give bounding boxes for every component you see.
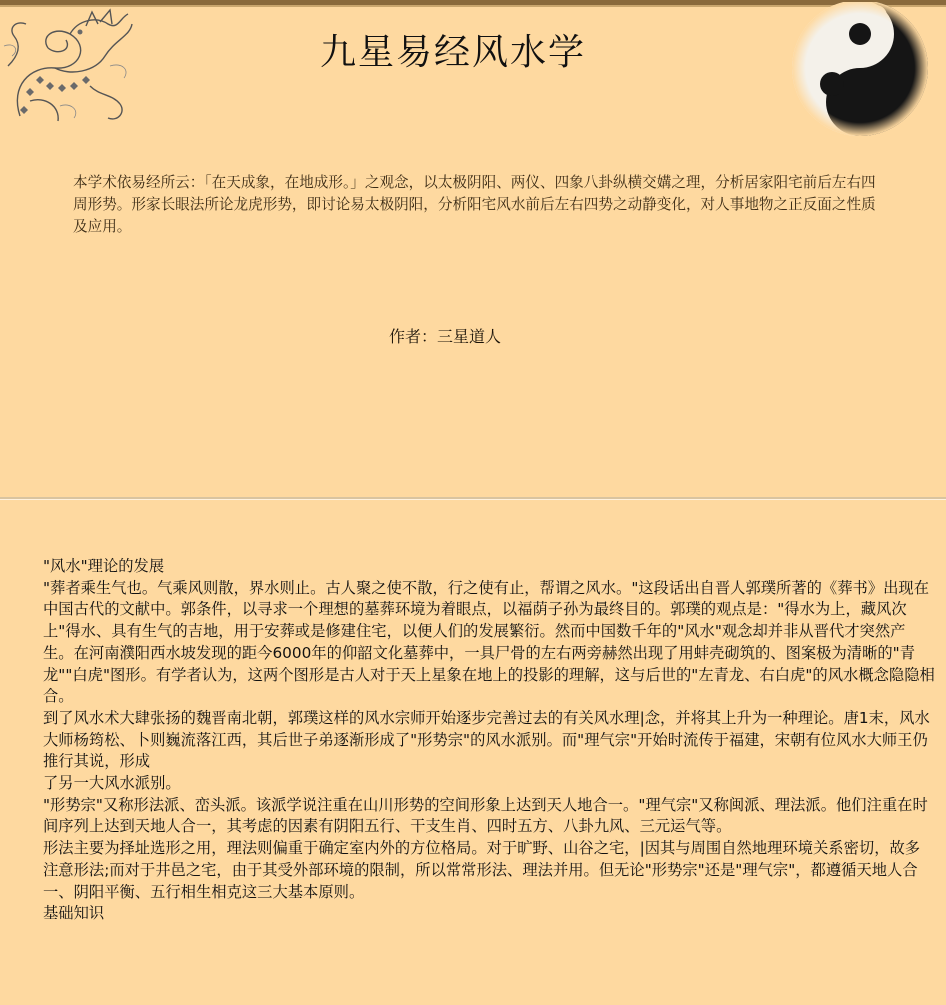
page-title: 九星易经风水学	[319, 32, 586, 73]
article-paragraph: "形势宗"又称形法派、峦头派。该派学说注重在山川形势的空间形象上达到天人地合一。"理气宗"又称闽派、理法派。他们注重在时间序列上达到天地人合一，其考虑的因素有阴阳五行、干支生肖、四时五方、八卦九风、三元运气等。	[43, 795, 928, 836]
article-paragraph: 形法主要为择址选形之用，理法则偏重于确定室内外的方位格局。对于旷野、山谷之宅，|因其与周围自然地理环境关系密切，故多注意形法;而对于井邑之宅，由于其受外部环境的限制，所以常常形法、理法并用。但无论"形势宗"还是"理气宗"，都遵循天地人合一、阴阳平衡、五行相生相克这三大基本原则。	[43, 839, 921, 901]
article-body	[43, 556, 935, 925]
article-subheading: 基础知识	[43, 904, 105, 923]
article-heading: "风水"理论的发展	[43, 557, 165, 575]
author-line: 作者：三星道人	[389, 327, 502, 346]
article-paragraph: 到了风水术大肆张扬的魏晋南北朝，郭璞这样的风水宗师开始逐步完善过去的有关风水理|念，并将其上升为一种理论。唐1末，风水大师杨筠松、卜则巍流落江西，其后世子弟逐渐形成了"形势宗"的风水派别。而"理气宗"开始时流传于福建，宋朝有位风水大师王仍推行其说，形成	[43, 708, 930, 771]
article-paragraph: "葬者乘生气也。气乘风则散，界水则止。古人聚之使不散，行之使有止，帮谓之风水。"这段话出自晋人郭璞所著的《葬书》出现在中国古代的文献中。郭条件，以寻求一个理想的墓葬环境为着眼点，以福荫子孙为最终目的。郭璞的观点是："得水为上，藏风次上"得水、具有生气的吉地，用于安葬或是修建住宅，以便人们的发展繁衍。然而中国数千年的"风水"观念却并非从晋代才突然产生。在河南濮阳西水坡发现的距今6000年的仰韶文化墓葬中，一具尸骨的左右两旁赫然出现了用蚌壳砌筑的、图案极为清晰的"青龙""白虎"图形。有学者认为，这两个图形是古人对于天上星象在地上的投影的理解，这与后世的"左青龙、右白虎"的风水概念隐隐相合。	[43, 578, 935, 706]
intro-paragraph: 本学术依易经所云：「在天成象，在地成形。」之观念，以太极阴阳、两仪、四象八卦纵横交媾之理，分析居家阳宅前后左右四周形势。形家长眼法所论龙虎形势，即讨论易太极阴阳，分析阳宅风水前后左右四势之动静变化，对人事地物之正反面之性质及应用。	[73, 174, 876, 235]
section-divider	[0, 497, 946, 500]
article-paragraph: 了另一大风水派别。	[43, 774, 181, 793]
